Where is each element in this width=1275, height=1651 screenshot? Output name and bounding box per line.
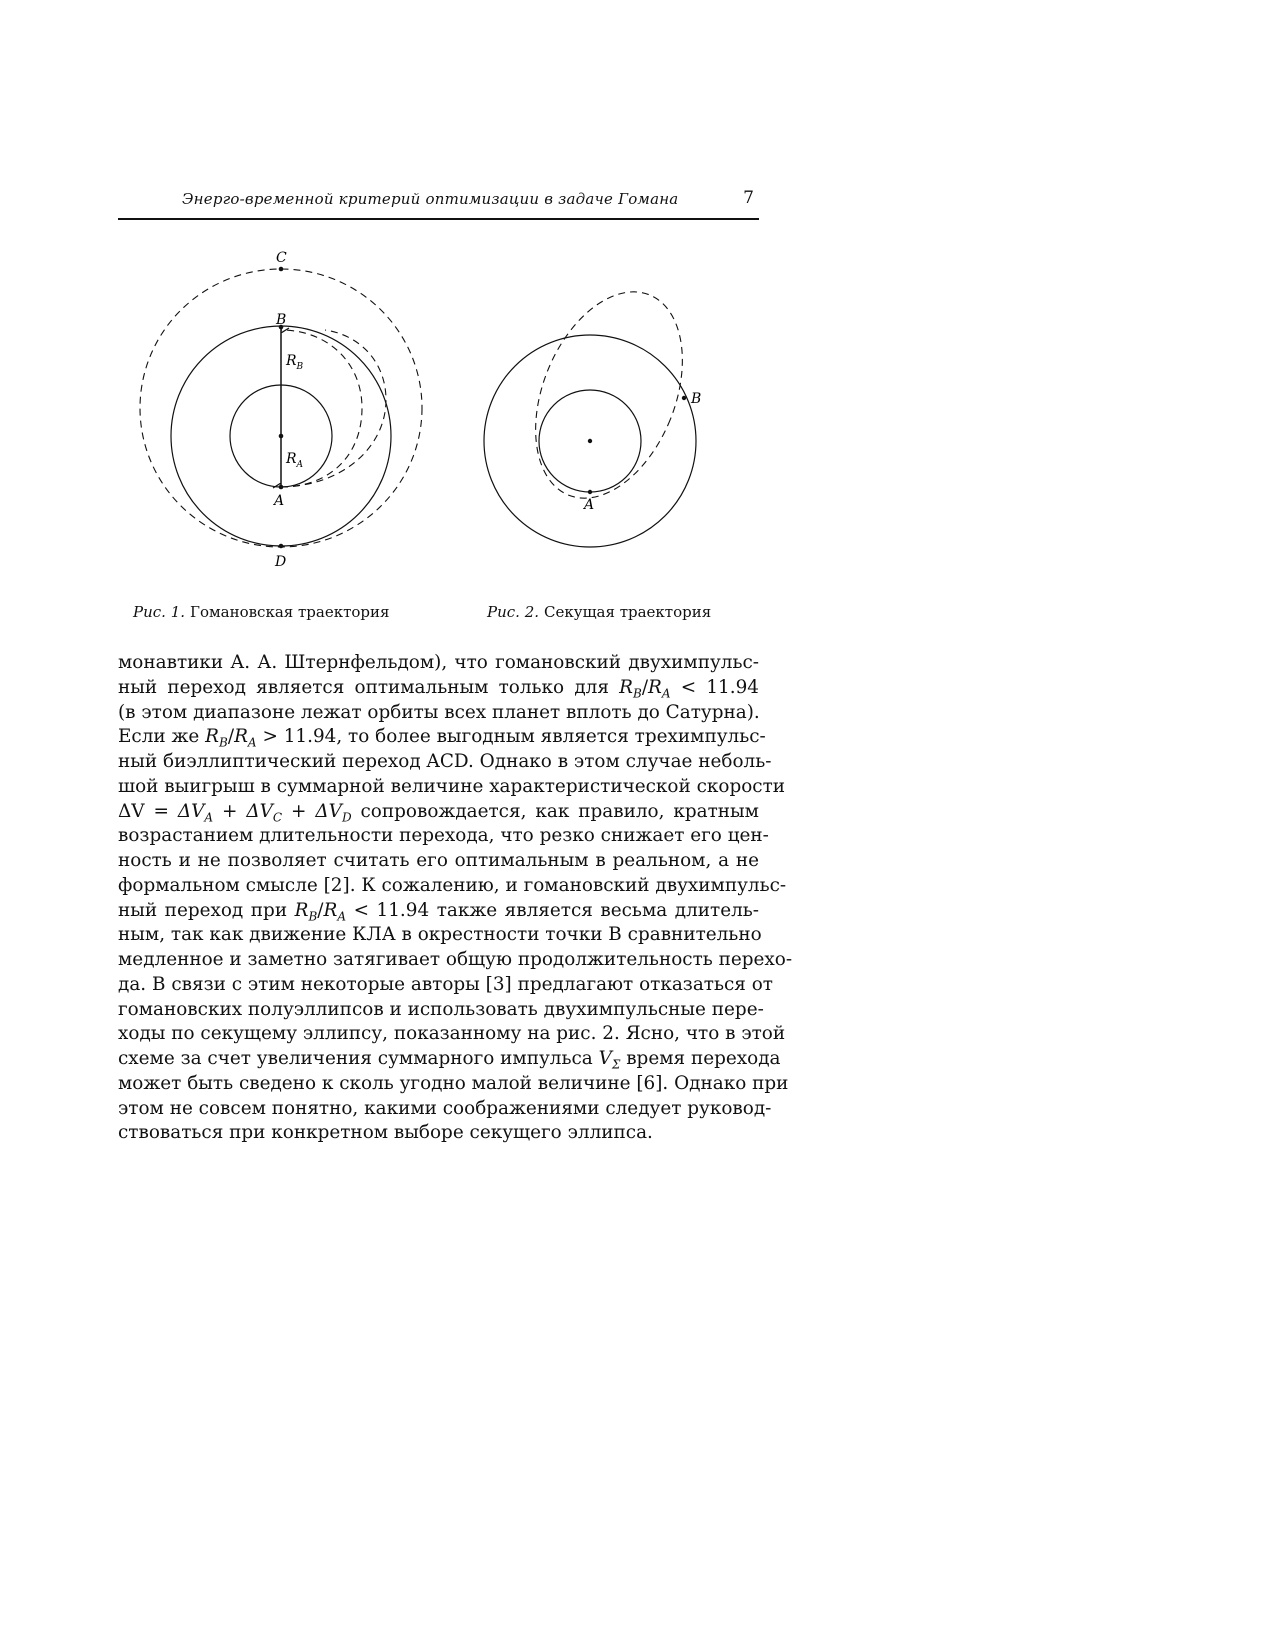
point-b: [682, 396, 686, 400]
figure-2-caption-prefix: Рис. 2.: [487, 603, 540, 621]
page-header: [118, 188, 758, 218]
text-line: $\Delta V = \Delta V_A + \Delta V_C + \Delta V_D$ сопровождается, как правило, кратным: [118, 800, 759, 825]
text-line: ный переход при $R_B/R_A < 11.94$ также является весьма длитель-: [118, 899, 759, 924]
running-title: Энерго-временной критерий оптимизации в задаче Гомана: [182, 190, 679, 208]
point-d: [279, 544, 284, 549]
text-line: схеме за счет увеличения суммарного импульса $V_\Sigma$ время перехода: [118, 1048, 781, 1072]
text-line: ный переход является оптимальным только для $R_B/R_A < 11.94$: [118, 676, 759, 701]
text-line: (в этом диапазоне лежат орбиты всех планет вплоть до Сатурна).: [118, 701, 760, 723]
text-line: гомановских полуэллипсов и использовать двухимпульсные пере-: [118, 998, 764, 1020]
text-line: ный биэллиптический переход ACD. Однако в этом случае неболь-: [118, 751, 772, 772]
page-number: 7: [743, 188, 754, 208]
point-center: [279, 434, 284, 439]
text-line: да. В связи с этим некоторые авторы [3] предлагают отказаться от: [118, 973, 773, 995]
text-line: возрастанием длительности перехода, что резко снижает его цен-: [118, 825, 769, 847]
label-b: B: [276, 312, 287, 328]
figure-2-caption: [487, 603, 711, 621]
label-ra: $R_A$: [286, 451, 304, 470]
text-line: ным, так как движение КЛА в окрестности точки B сравнительно: [118, 924, 762, 946]
text-line: медленное и заметно затягивает общую продолжительность перехо-: [118, 949, 793, 970]
figure-2-diagram: [470, 280, 740, 580]
text-line: Если же $R_B/R_A > 11.94$, то более выгодным является трехимпульс-: [118, 726, 766, 750]
figure-2-caption-text: Секущая траектория: [544, 603, 712, 621]
text-line: может быть сведено к сколь угодно малой величине [6]. Однако при: [118, 1072, 789, 1094]
figure-1-caption-prefix: Рис. 1.: [133, 603, 186, 621]
figure-1-hohmann-trajectory: [130, 250, 430, 590]
label-rb: $R_B$: [286, 353, 304, 372]
text-line: формальном смысле [2]. К сожалению, и гомановский двухимпульс-: [118, 874, 787, 896]
header-rule: [118, 218, 759, 220]
point-a: [588, 490, 592, 494]
text-line: ность и не позволяет считать его оптимальным в реальном, а не: [118, 850, 759, 871]
text-line: шой выигрыш в суммарной величине характеристической скорости: [118, 775, 786, 797]
figure-1-diagram: [130, 250, 430, 590]
label-b: B: [691, 391, 702, 407]
label-c: C: [276, 250, 287, 266]
point-c: [279, 267, 284, 272]
figure-1-caption-text: Гомановская траектория: [190, 603, 390, 621]
label-a: A: [584, 497, 595, 513]
point-center: [588, 439, 592, 443]
point-a: [279, 485, 284, 490]
label-a: A: [274, 493, 285, 509]
figure-1-caption: [133, 603, 390, 621]
text-line: ствоваться при конкретном выборе секущего эллипса.: [118, 1122, 653, 1144]
text-line: этом не совсем понятно, какими соображениями следует руковод-: [118, 1097, 772, 1119]
text-line: монавтики А. А. Штернфельдом), что гомановский двухимпульс-: [118, 652, 759, 673]
secant-transfer-ellipse: [507, 270, 710, 520]
figure-2-secant-trajectory: [470, 280, 740, 580]
text-line: ходы по секущему эллипсу, показанному на рис. 2. Ясно, что в этой: [118, 1023, 786, 1045]
body-paragraph: [118, 651, 793, 1146]
label-d: D: [275, 554, 287, 570]
